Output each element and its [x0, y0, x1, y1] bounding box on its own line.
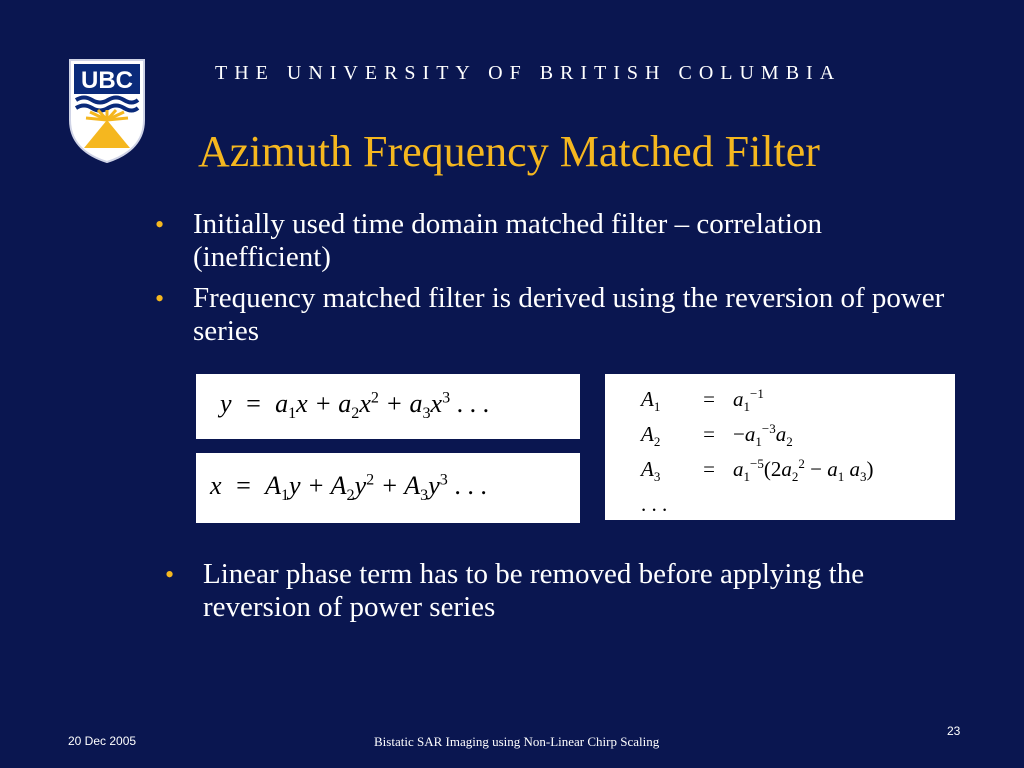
bullet-dot-icon: •	[155, 210, 165, 239]
svg-text:UBC: UBC	[81, 67, 133, 94]
page-number: 23	[947, 724, 961, 738]
footer-date: 20 Dec 2005	[68, 734, 137, 748]
bullet-dot-icon: •	[165, 560, 175, 589]
footer-title: Bistatic SAR Imaging using Non-Linear Chirp Scaling	[374, 734, 660, 749]
bullet-text: Initially used time domain matched filter – correlation (inefficient)	[193, 208, 822, 273]
equation-box-x-series	[196, 453, 580, 523]
bullet-item	[155, 208, 955, 274]
bullet-item	[165, 558, 965, 624]
coefficient-row: $A_1$ = $a_1^{-1}$	[641, 386, 764, 415]
university-name: THE UNIVERSITY OF BRITISH COLUMBIA	[215, 62, 842, 84]
equation-x-series: $x = A_1y + A_2y^2 + A_3y^3$ . . .	[210, 470, 487, 505]
slide-title: Azimuth Frequency Matched Filter	[198, 127, 820, 176]
bullet-item	[155, 282, 955, 348]
bullet-list-bottom	[165, 558, 965, 632]
ubc-logo	[68, 58, 146, 164]
bullet-dot-icon: •	[155, 284, 165, 313]
coefficient-row: . . .	[641, 491, 668, 516]
bullet-text: Frequency matched filter is derived using the reversion of power series	[193, 282, 945, 347]
equation-y-series: $y = a_1x + a_2x^2 + a_3x^3$ . . .	[220, 389, 490, 423]
bullet-list-top	[155, 208, 955, 356]
equation-box-coefficients	[605, 374, 955, 520]
coefficient-row: $A_2$ = $-a_1^{-3}a_2$	[641, 421, 793, 450]
equation-box-y-series	[196, 374, 580, 439]
coefficient-row: $A_3$ = $a_1^{-5}(2a_2^2 - a_1$ $a_3$)	[641, 456, 874, 485]
coefficient-table	[641, 386, 874, 523]
bullet-text: Linear phase term has to be removed before applying the reversion of power series	[203, 558, 865, 623]
